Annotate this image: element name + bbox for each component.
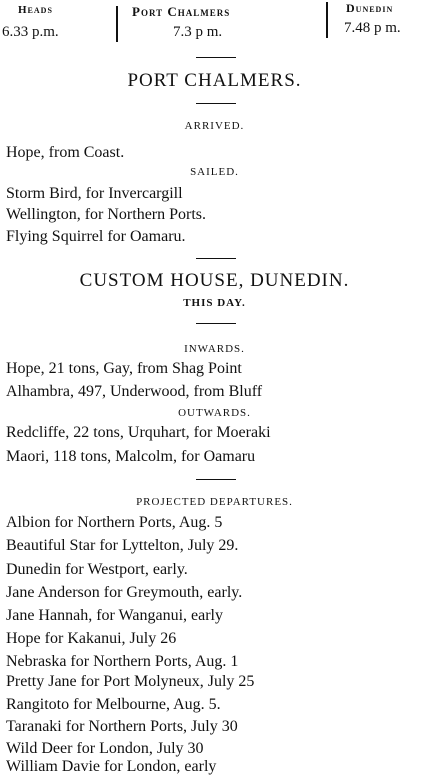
- separator-rule: [196, 323, 236, 324]
- separator-rule: [196, 57, 236, 58]
- departure-entry: Pretty Jane for Port Molyneux, July 25: [6, 673, 255, 690]
- outwards-heading: OUTWARDS.: [178, 407, 251, 419]
- tide-heads-heading: Heads: [18, 4, 53, 16]
- tide-divider: [116, 6, 118, 42]
- tide-port-chalmers-time: 7.3 p m.: [173, 24, 223, 40]
- tide-port-chalmers-heading: Port Chalmers: [132, 4, 231, 19]
- inwards-entry: Alhambra, 497, Underwood, from Bluff: [6, 383, 263, 400]
- separator-rule: [196, 258, 236, 259]
- port-chalmers-title: PORT CHALMERS.: [127, 70, 302, 91]
- tide-heads-time: 6.33 p.m.: [2, 24, 59, 40]
- outwards-entry: Maori, 118 tons, Malcolm, for Oamaru: [6, 448, 256, 465]
- departure-entry: Beautiful Star for Lyttelton, July 29.: [6, 537, 239, 554]
- separator-rule: [196, 103, 236, 104]
- outwards-entry: Redcliffe, 22 tons, Urquhart, for Moeraki: [6, 424, 271, 441]
- tide-divider: [326, 2, 328, 38]
- departure-entry: Jane Hannah, for Wanganui, early: [6, 607, 223, 624]
- tide-dunedin-time: 7.48 p m.: [344, 20, 401, 36]
- departure-entry: Nebraska for Northern Ports, Aug. 1: [6, 653, 239, 670]
- departure-entry: Albion for Northern Ports, Aug. 5: [6, 514, 223, 531]
- custom-house-title: CUSTOM HOUSE, DUNEDIN.: [79, 270, 350, 291]
- sailing-entry: Flying Squirrel for Oamaru.: [6, 228, 186, 245]
- departure-entry: Taranaki for Northern Ports, July 30: [6, 718, 238, 735]
- this-day-subtitle: THIS DAY.: [183, 297, 246, 309]
- departure-entry: Hope for Kakanui, July 26: [6, 630, 177, 647]
- inwards-heading: INWARDS.: [184, 343, 245, 355]
- sailing-entry: Storm Bird, for Invercargill: [6, 185, 183, 202]
- arrived-heading: ARRIVED.: [184, 120, 245, 132]
- departure-entry: Wild Deer for London, July 30: [6, 740, 204, 757]
- sailing-entry: Wellington, for Northern Ports.: [6, 206, 207, 223]
- departure-entry: Dunedin for Westport, early.: [6, 561, 188, 578]
- arrival-entry: Hope, from Coast.: [6, 144, 125, 161]
- projected-departures-heading: PROJECTED DEPARTURES.: [136, 496, 293, 508]
- sailed-heading: SAILED.: [190, 166, 239, 178]
- departure-entry: Jane Anderson for Greymouth, early.: [6, 584, 243, 601]
- separator-rule: [196, 479, 236, 480]
- inwards-entry: Hope, 21 tons, Gay, from Shag Point: [6, 360, 242, 377]
- tide-dunedin-heading: Dunedin: [346, 1, 394, 15]
- departure-entry: Rangitoto for Melbourne, Aug. 5.: [6, 696, 221, 713]
- departure-entry: William Davie for London, early: [6, 758, 217, 775]
